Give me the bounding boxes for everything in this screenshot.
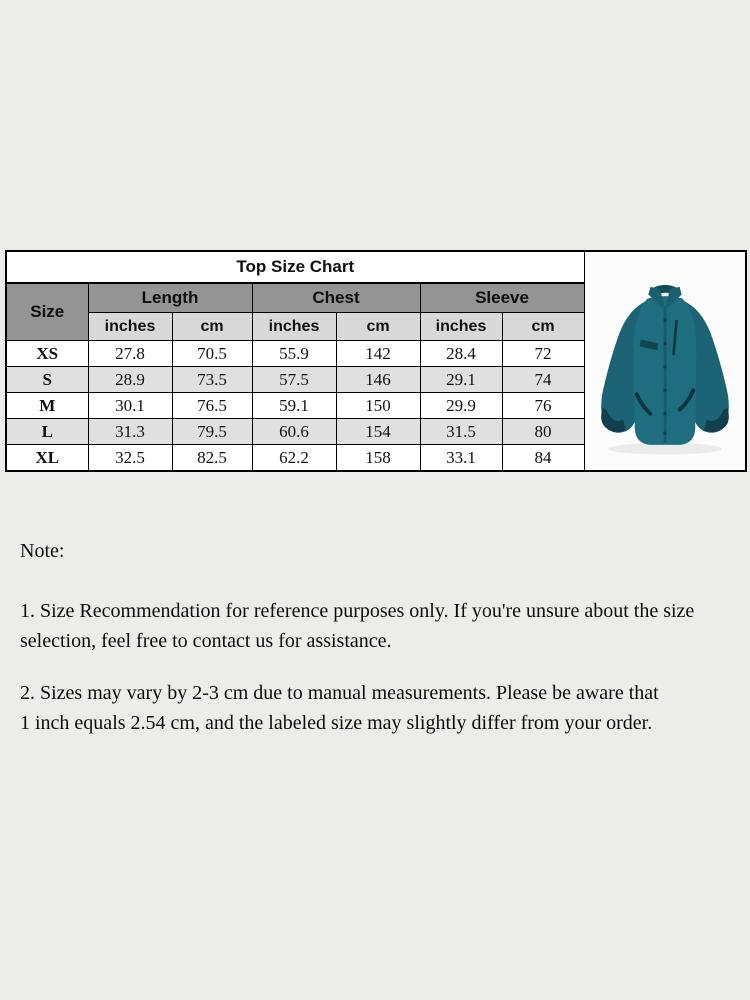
cell-value: 28.9 — [88, 367, 172, 393]
cell-value: 142 — [336, 341, 420, 367]
cell-value: 80 — [502, 419, 584, 445]
unit-header: cm — [502, 313, 584, 341]
cell-value: 73.5 — [172, 367, 252, 393]
column-header-size: Size — [6, 283, 88, 341]
cell-value: 79.5 — [172, 419, 252, 445]
unit-header: inches — [252, 313, 336, 341]
note-line: selection, feel free to contact us for assistance. — [20, 630, 392, 652]
note-paragraph-1 — [20, 596, 736, 656]
size-chart-title: Top Size Chart — [6, 251, 584, 283]
cell-value: 72 — [502, 341, 584, 367]
cell-value: 33.1 — [420, 445, 502, 472]
note-paragraph-2 — [20, 678, 736, 738]
note-line: 1. Size Recommendation for reference purposes only. If you're unsure about the size — [20, 600, 695, 622]
cell-value: 31.5 — [420, 419, 502, 445]
cell-value: 62.2 — [252, 445, 336, 472]
cell-value: 82.5 — [172, 445, 252, 472]
product-image-cell — [584, 251, 746, 471]
size-label: XS — [6, 341, 88, 367]
note-line: 2. Sizes may vary by 2-3 cm due to manual measurements. Please be aware that — [20, 682, 659, 704]
cell-value: 30.1 — [88, 393, 172, 419]
size-label: M — [6, 393, 88, 419]
cell-value: 60.6 — [252, 419, 336, 445]
cell-value: 28.4 — [420, 341, 502, 367]
unit-header: inches — [420, 313, 502, 341]
cell-value: 70.5 — [172, 341, 252, 367]
cell-value: 57.5 — [252, 367, 336, 393]
size-label: L — [6, 419, 88, 445]
cell-value: 32.5 — [88, 445, 172, 472]
size-label: S — [6, 367, 88, 393]
cell-value: 76 — [502, 393, 584, 419]
note-line: 1 inch equals 2.54 cm, and the labeled size may slightly differ from your order. — [20, 712, 653, 734]
cell-value: 27.8 — [88, 341, 172, 367]
unit-header: cm — [336, 313, 420, 341]
size-chart-table — [5, 250, 747, 472]
cell-value: 76.5 — [172, 393, 252, 419]
cell-value: 55.9 — [252, 341, 336, 367]
column-group-length: Length — [88, 283, 252, 313]
cell-value: 154 — [336, 419, 420, 445]
note-heading: Note: — [20, 540, 65, 562]
cell-value: 150 — [336, 393, 420, 419]
size-label: XL — [6, 445, 88, 472]
cell-value: 29.9 — [420, 393, 502, 419]
column-group-sleeve: Sleeve — [420, 283, 584, 313]
cell-value: 158 — [336, 445, 420, 472]
size-chart-section — [5, 250, 747, 472]
unit-header: cm — [172, 313, 252, 341]
cell-value: 84 — [502, 445, 584, 472]
cell-value: 59.1 — [252, 393, 336, 419]
cell-value: 146 — [336, 367, 420, 393]
jacket-placket — [663, 306, 666, 443]
column-group-chest: Chest — [252, 283, 420, 313]
product-jacket-image — [586, 258, 744, 464]
cell-value: 74 — [502, 367, 584, 393]
note-section — [20, 536, 736, 738]
cell-value: 29.1 — [420, 367, 502, 393]
unit-header: inches — [88, 313, 172, 341]
cell-value: 31.3 — [88, 419, 172, 445]
